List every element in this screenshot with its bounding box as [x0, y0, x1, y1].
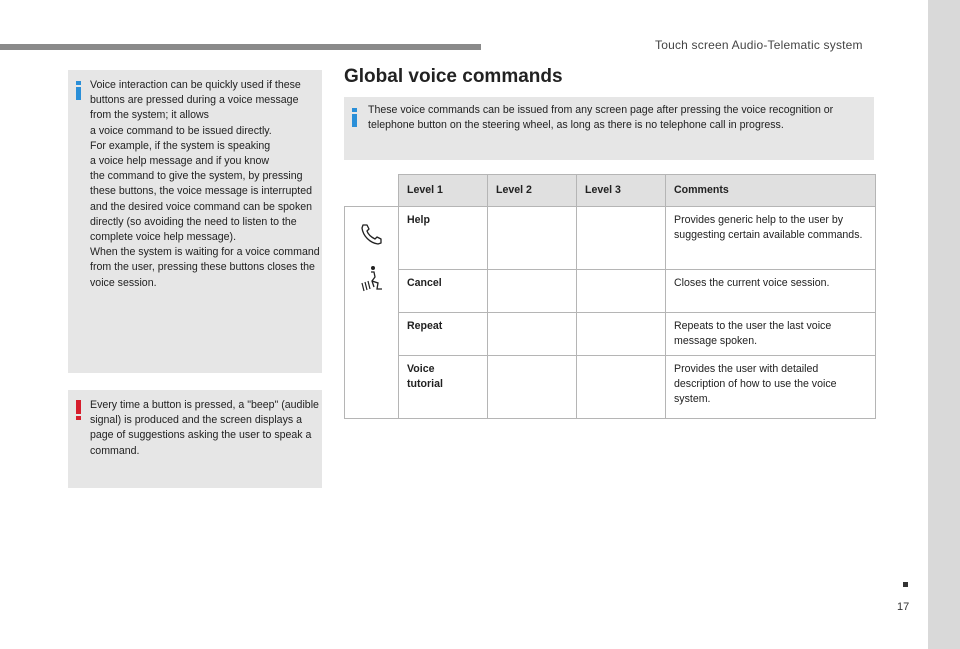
row-level2: [488, 356, 577, 419]
table-header-row: [345, 175, 876, 207]
header-level1: Level 1: [399, 175, 488, 207]
row-level2: [488, 207, 577, 270]
intro-note-text: These voice commands can be issued from any screen page after pressing the voice recognition or telephone button on the steering wheel, as long as there is no telephone call in progress.: [368, 104, 834, 132]
section-title: Global voice commands: [344, 66, 563, 87]
button-icons-cell: [345, 207, 399, 419]
info-note: [68, 70, 322, 373]
row-comment: Repeats to the user the last voice message spoken.: [666, 313, 876, 356]
row-level3: [577, 313, 666, 356]
row-level3: [577, 356, 666, 419]
table-corner-cell: [345, 175, 399, 207]
warning-icon: [76, 400, 81, 420]
row-level1: Help: [399, 207, 488, 270]
info-icon: [76, 81, 81, 100]
page-number: 17: [897, 601, 910, 613]
row-level1: Cancel: [399, 270, 488, 313]
row-level3: [577, 207, 666, 270]
warning-note-text: Every time a button is pressed, a "beep" (audible signal) is produced and the screen displays a page of suggestions asking the user to speak a command.: [90, 399, 319, 457]
row-level1: Voice tutorial: [399, 356, 488, 419]
row-level2: [488, 313, 577, 356]
header-level2: Level 2: [488, 175, 577, 207]
info-icon: [352, 108, 357, 127]
row-comment: Provides generic help to the user by suggesting certain available commands.: [666, 207, 876, 270]
row-comment: Provides the user with detailed description of how to use the voice system.: [666, 356, 876, 419]
table-row: [345, 207, 876, 270]
voice-recognition-icon: [360, 265, 384, 299]
row-level1: Repeat: [399, 313, 488, 356]
voice-commands-table: [344, 174, 876, 419]
header-title: Touch screen Audio-Telematic system: [655, 38, 863, 52]
table-row: [345, 313, 876, 356]
header-comments: Comments: [666, 175, 876, 207]
warning-note: [68, 390, 322, 488]
continuation-mark: [903, 582, 908, 587]
row-level3: [577, 270, 666, 313]
table-row: [345, 270, 876, 313]
row-level2: [488, 270, 577, 313]
row-comment: Closes the current voice session.: [666, 270, 876, 313]
header-rule: [0, 44, 481, 50]
side-strip: [928, 0, 960, 649]
header-level3: Level 3: [577, 175, 666, 207]
intro-note: [344, 97, 874, 160]
info-note-text: Voice interaction can be quickly used if these buttons are pressed during a voice message from the system; it allows a voice command to be issued directly. For example, if the system is speaking a voice help message and if you know the command to give the system, by pressing these buttons, the voice message is interrupted and the desired voice command can be spoken directly (so avoiding the need to listen to the complete voice help message). When the system is waiting for a voice command from the user, pressing these buttons closes the voice session.: [90, 79, 320, 289]
telephone-icon: [360, 223, 384, 245]
table-row: [345, 356, 876, 419]
